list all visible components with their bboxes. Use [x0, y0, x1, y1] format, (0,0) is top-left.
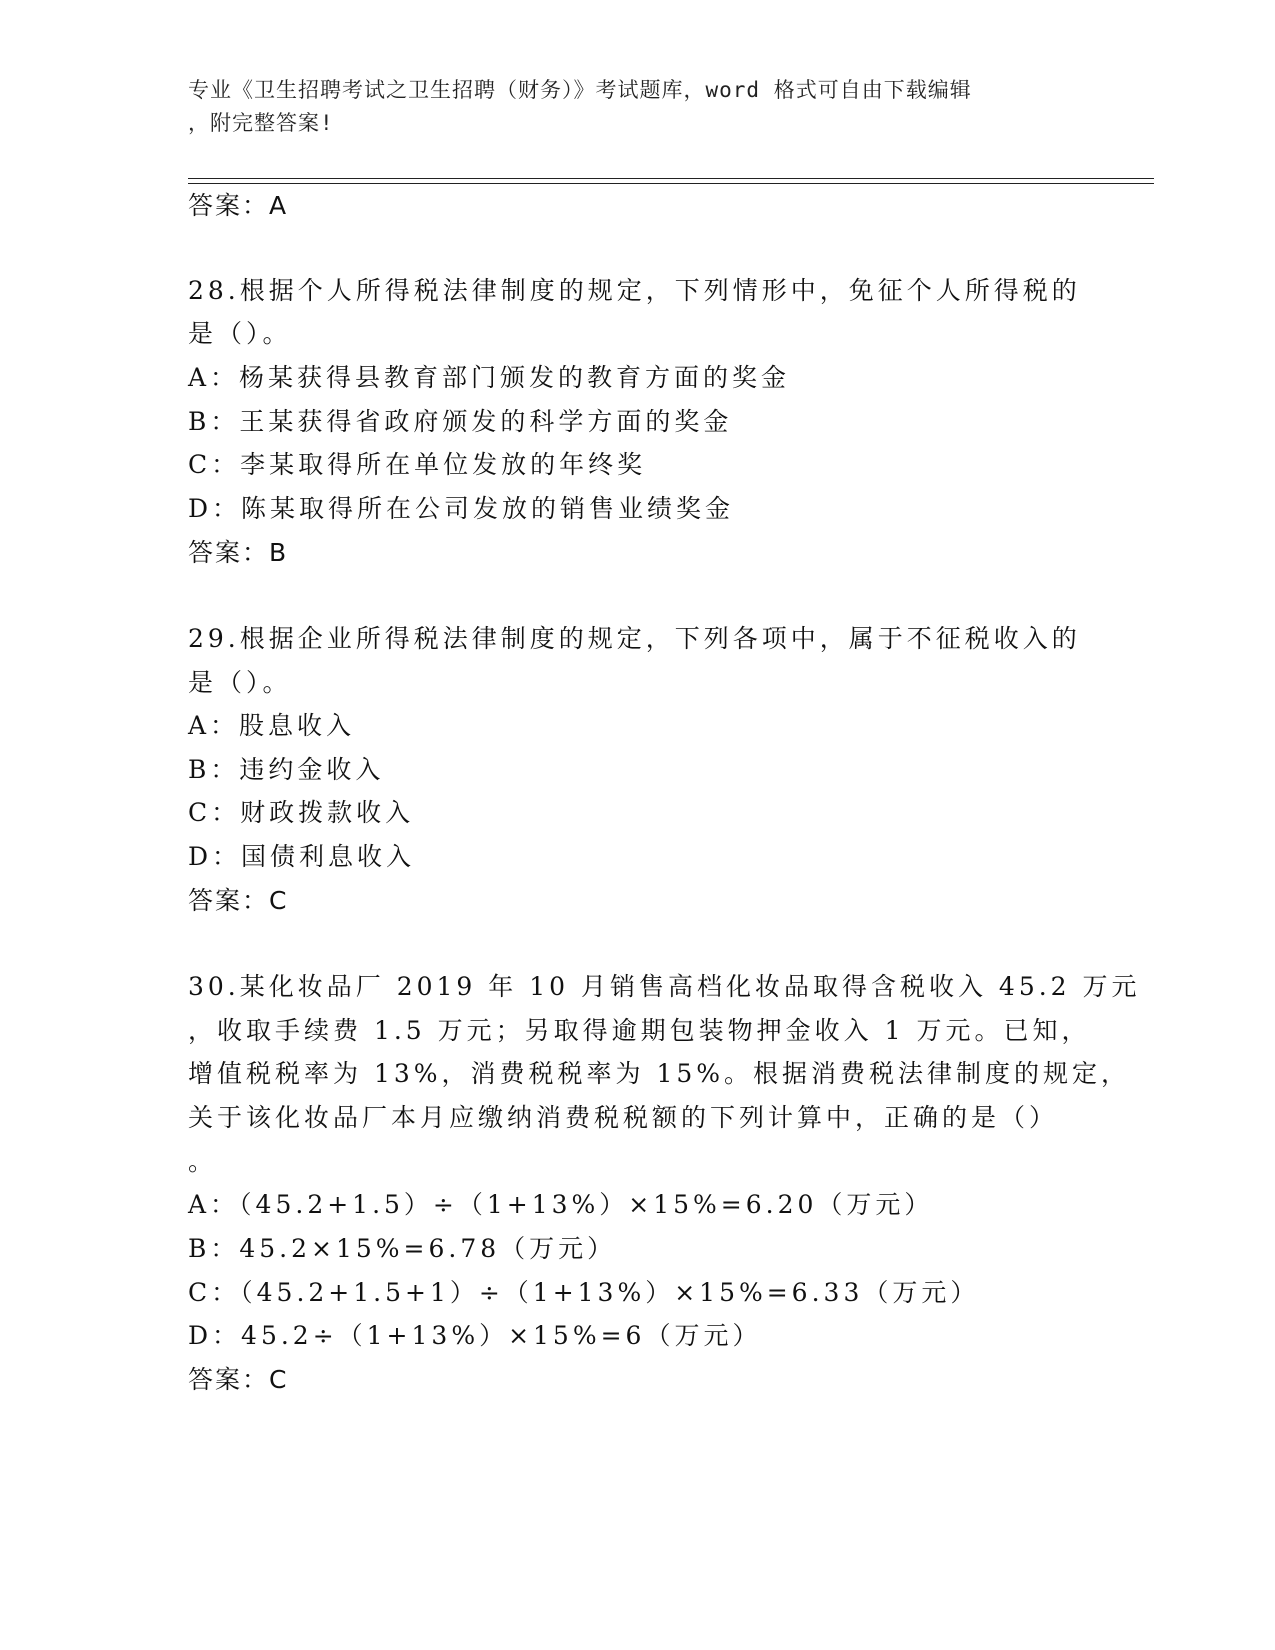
question-28-option-a: A：杨某获得县教育部门颁发的教育方面的奖金 [188, 363, 791, 392]
question-28-option-b: B：王某获得省政府颁发的科学方面的奖金 [188, 407, 733, 436]
header-divider-bottom [188, 183, 1154, 184]
question-30-stem-cont-3: 关于该化妆品厂本月应缴纳消费税税额的下列计算中，正确的是（） [188, 1103, 1059, 1132]
question-29-stem-cont: 是（）。 [188, 668, 292, 697]
question-28-option-c: C：李某取得所在单位发放的年终奖 [188, 450, 647, 479]
question-29-stem: 29.根据企业所得税法律制度的规定，下列各项中，属于不征税收入的 [188, 624, 1081, 653]
question-30-option-c: C：（45.2+1.5+1）÷（1+13%）×15%=6.33（万元） [188, 1278, 980, 1307]
header-divider-top [188, 178, 1154, 179]
question-30-option-b: B：45.2×15%=6.78（万元） [188, 1234, 617, 1263]
question-30-stem: 30.某化妆品厂 2019 年 10 月销售高档化妆品取得含税收入 45.2 万元 [188, 972, 1141, 1001]
answer-28: 答案：B [188, 538, 289, 567]
question-28-stem: 28.根据个人所得税法律制度的规定，下列情形中，免征个人所得税的 [188, 276, 1081, 305]
question-30-stem-cont-2: 增值税税率为 13%，消费税税率为 15%。根据消费税法律制度的规定， [188, 1059, 1131, 1088]
question-28-option-d: D：陈某取得所在公司发放的销售业绩奖金 [188, 494, 735, 523]
question-29-option-d: D：国债利息收入 [188, 842, 416, 871]
question-29-option-b: B：违约金收入 [188, 755, 385, 784]
question-29-option-a: A：股息收入 [188, 711, 356, 740]
question-30-stem-cont-1: ，收取手续费 1.5 万元；另取得逾期包装物押金收入 1 万元。已知， [188, 1016, 1091, 1045]
question-30-option-d: D：45.2÷（1+13%）×15%=6（万元） [188, 1321, 762, 1350]
header-line-1: 专业《卫生招聘考试之卫生招聘（财务）》考试题库，word 格式可自由下载编辑 [188, 78, 972, 102]
header-line-2: ，附完整答案! [188, 111, 334, 135]
question-28-stem-cont: 是（）。 [188, 319, 292, 348]
question-29-option-c: C：财政拨款收入 [188, 798, 415, 827]
question-30-stem-cont-4: 。 [188, 1147, 218, 1176]
answer-30: 答案：C [188, 1365, 289, 1394]
answer-29: 答案：C [188, 886, 289, 915]
answer-27: 答案：A [188, 191, 289, 220]
question-30-option-a: A：（45.2+1.5）÷（1+13%）×15%=6.20（万元） [188, 1190, 934, 1219]
document-header [188, 74, 1068, 140]
